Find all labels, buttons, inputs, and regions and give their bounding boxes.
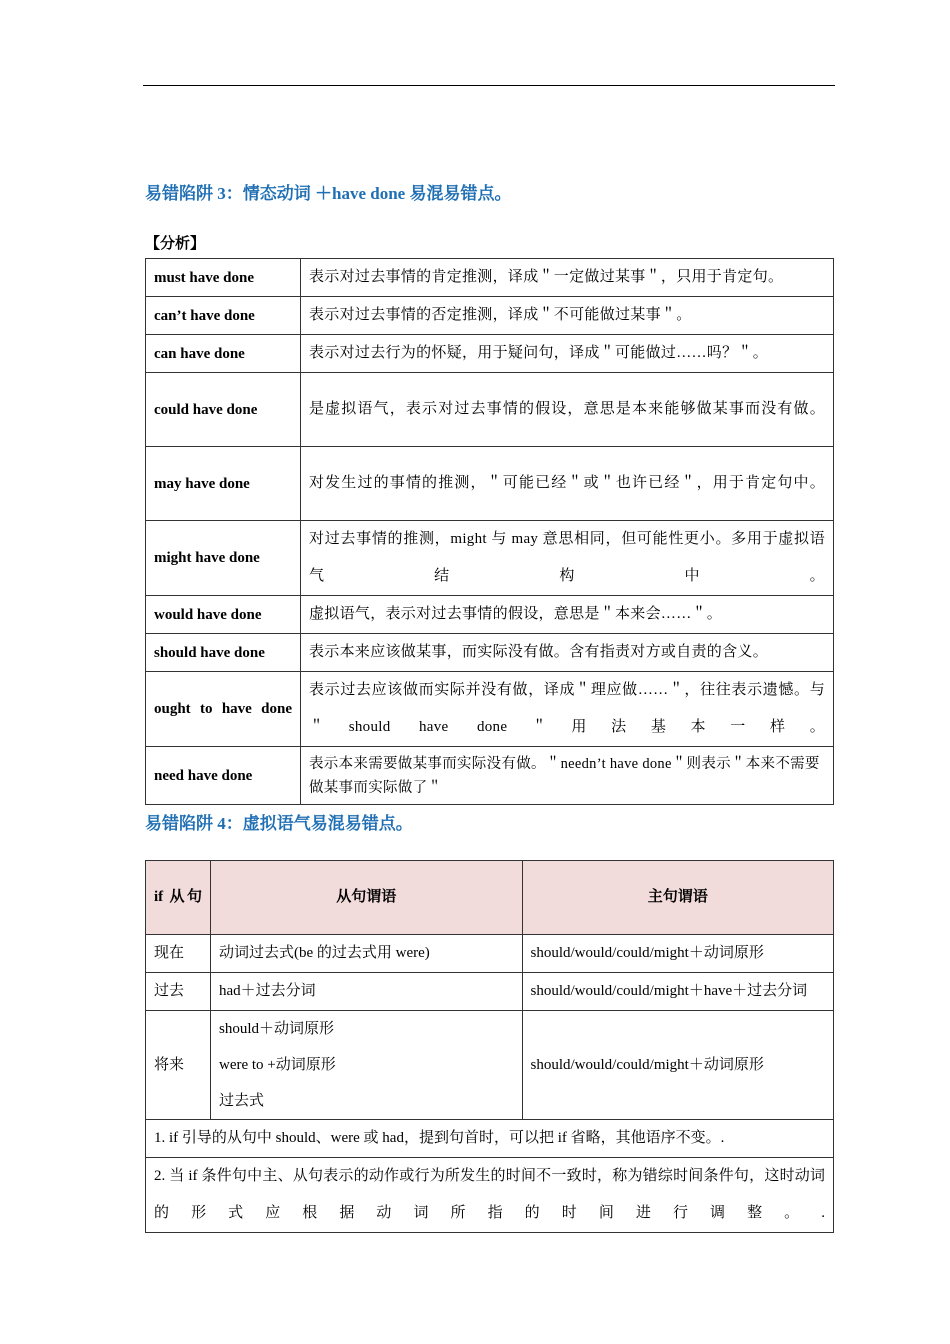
clause-cell bbox=[211, 1011, 523, 1120]
main-cell: should/would/could/might＋动词原形 bbox=[522, 935, 834, 973]
clause-line: should＋动词原形 bbox=[219, 1021, 335, 1037]
clause-line: 过去式 bbox=[219, 1093, 265, 1109]
main-cell: should/would/could/might＋动词原形 bbox=[522, 1011, 834, 1120]
header-cell-clause-predicate: 从句谓语 bbox=[211, 861, 523, 935]
header-cell-if-clause bbox=[146, 861, 211, 935]
table-row bbox=[146, 373, 834, 447]
header-text: if 从句 bbox=[154, 889, 202, 905]
table-row bbox=[146, 747, 834, 805]
term-cell: can’t have done bbox=[146, 297, 301, 335]
desc-cell: 对发生过的事情的推测，＂可能已经＂或＂也许已经＂，用于肯定句中。 bbox=[301, 447, 834, 521]
desc-cell: 表示本来应该做某事，而实际没有做。含有指责对方或自责的含义。 bbox=[301, 634, 834, 672]
desc-cell: 表示对过去事情的否定推测，译成＂不可能做过某事＂。 bbox=[301, 297, 834, 335]
desc-cell: 表示对过去事情的肯定推测，译成＂一定做过某事＂，只用于肯定句。 bbox=[301, 259, 834, 297]
header-rule bbox=[143, 85, 835, 86]
desc-cell: 表示对过去行为的怀疑，用于疑问句，译成＂可能做过……吗？＂。 bbox=[301, 335, 834, 373]
section4-heading: 易错陷阱 4：虚拟语气易混易错点。 bbox=[145, 814, 413, 833]
note-cell: 1. if 引导的从句中 should、were 或 had，提到句首时，可以把 if 省略，其他语序不变。. bbox=[146, 1120, 834, 1158]
term-cell bbox=[146, 672, 301, 747]
table-row bbox=[146, 335, 834, 373]
table-row bbox=[146, 596, 834, 634]
desc-cell: 对过去事情的推测，might 与 may 意思相同，但可能性更小。多用于虚拟语气结构中。 bbox=[301, 521, 834, 596]
header-cell-main-predicate: 主句谓语 bbox=[522, 861, 834, 935]
table-row bbox=[146, 1011, 834, 1120]
term-cell: need have done bbox=[146, 747, 301, 805]
desc-cell: 虚拟语气，表示对过去事情的假设，意思是＂本来会……＂。 bbox=[301, 596, 834, 634]
time-cell: 将来 bbox=[146, 1011, 211, 1120]
note-row bbox=[146, 1120, 834, 1158]
clause-cell: had＋过去分词 bbox=[211, 973, 523, 1011]
term-cell: would have done bbox=[146, 596, 301, 634]
term-cell: might have done bbox=[146, 521, 301, 596]
term-cell: may have done bbox=[146, 447, 301, 521]
table-row bbox=[146, 634, 834, 672]
table-header-row bbox=[146, 861, 834, 935]
note-row bbox=[146, 1158, 834, 1233]
note-cell: 2. 当 if 条件句中主、从句表示的动作或行为所发生的时间不一致时，称为错综时间条件句，这时动词的形式应根据动词所指的时间进行调整。. bbox=[146, 1158, 834, 1233]
subjunctive-table bbox=[145, 860, 834, 1233]
term-cell: could have done bbox=[146, 373, 301, 447]
time-cell: 过去 bbox=[146, 973, 211, 1011]
desc-cell: 是虚拟语气，表示对过去事情的假设，意思是本来能够做某事而没有做。 bbox=[301, 373, 834, 447]
term-text: ought to have done bbox=[154, 700, 292, 717]
term-cell: must have done bbox=[146, 259, 301, 297]
table-row bbox=[146, 297, 834, 335]
table-row bbox=[146, 447, 834, 521]
analysis-label: 【分析】 bbox=[145, 236, 206, 252]
table-row bbox=[146, 935, 834, 973]
modal-perfect-table bbox=[145, 258, 834, 805]
desc-cell: 表示过去应该做而实际并没有做，译成＂理应做……＂，往往表示遗憾。与＂should have done＂用法基本一样。 bbox=[301, 672, 834, 747]
clause-line: were to +动词原形 bbox=[219, 1057, 336, 1073]
desc-cell: 表示本来需要做某事而实际没有做。＂needn’t have done＂则表示＂本来不需要做某事而实际做了＂ bbox=[301, 747, 834, 805]
term-cell: can have done bbox=[146, 335, 301, 373]
main-cell: should/would/could/might＋have＋过去分词 bbox=[522, 973, 834, 1011]
table-row bbox=[146, 672, 834, 747]
time-cell: 现在 bbox=[146, 935, 211, 973]
table-row bbox=[146, 521, 834, 596]
table-row bbox=[146, 973, 834, 1011]
section3-heading: 易错陷阱 3：情态动词 ＋have done 易混易错点。 bbox=[145, 184, 512, 203]
term-cell: should have done bbox=[146, 634, 301, 672]
clause-cell: 动词过去式(be 的过去式用 were) bbox=[211, 935, 523, 973]
table-row bbox=[146, 259, 834, 297]
